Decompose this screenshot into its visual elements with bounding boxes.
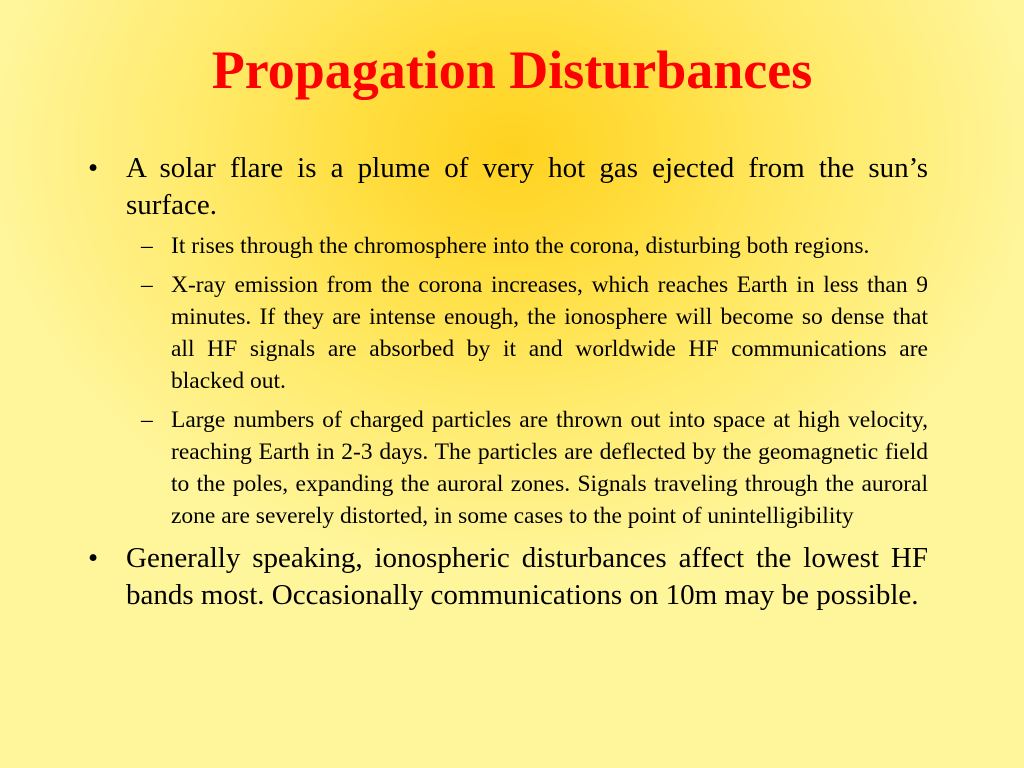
sub-bullet-text: X-ray emission from the corona increases, which reaches Earth in less than 9 minutes. If they are intense enough, the ionosphere will become so dense that all HF signals are absorbed by it and worldwide HF communications are blacked out.: [171, 272, 928, 394]
bullet-item: [82, 540, 928, 614]
sub-bullet-list: [126, 230, 928, 532]
bullet-marker: •: [88, 152, 99, 184]
bullet-item: [82, 150, 928, 532]
sub-bullet-marker: –: [141, 272, 153, 298]
bullet-list: [82, 150, 928, 622]
bullet-marker: •: [88, 542, 99, 574]
bullet-text: A solar flare is a plume of very hot gas ejected from the sun’s surface.: [126, 152, 928, 221]
sub-bullet-item: [126, 404, 928, 532]
slide-title: Propagation Disturbances: [211, 40, 813, 100]
sub-bullet-marker: –: [141, 233, 153, 259]
sub-bullet-text: Large numbers of charged particles are thrown out into space at high velocity, reaching Earth in 2-3 days. The particles are deflected by the geomagnetic field to the poles, expanding the auroral zones. Signals traveling through the auroral zone are severely distorted, in some cases to the point of unintelligibility: [171, 407, 928, 529]
bullet-text: Generally speaking, ionospheric disturbances affect the lowest HF bands most. Occasionally communications on 10m may be possible.: [126, 542, 928, 611]
sub-bullet-item: [126, 230, 928, 262]
sub-bullet-text: It rises through the chromosphere into the corona, disturbing both regions.: [171, 233, 870, 259]
sub-bullet-marker: –: [141, 407, 153, 433]
sub-bullet-item: [126, 269, 928, 397]
